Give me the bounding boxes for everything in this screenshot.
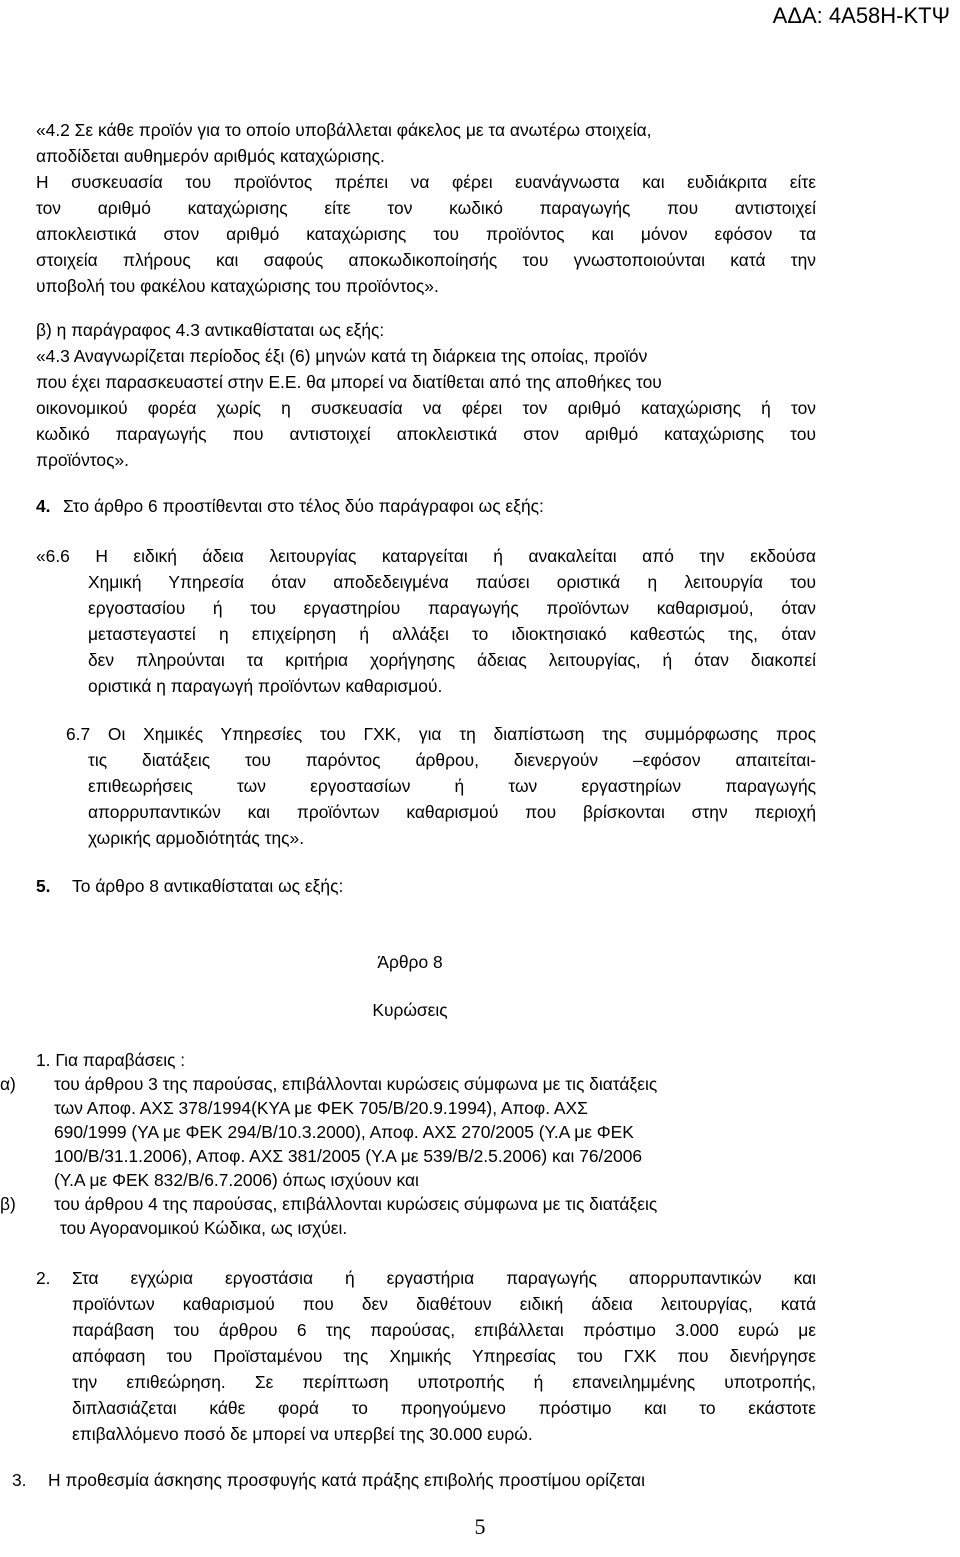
para-4-3-line-4: κωδικό παραγωγής που αντιστοιχεί αποκλειστικά στον αριθμό καταχώρισης του (36, 424, 816, 444)
para-4-3-line-5: προϊόντος». (36, 450, 129, 470)
sanctions-item-2-line-1: Στα εγχώρια εργοστάσια ή εργαστήρια παραγωγής απορρυπαντικών και (72, 1268, 816, 1288)
para-4-3-intro: β) η παράγραφος 4.3 αντικαθίσταται ως εξής: (36, 320, 385, 340)
para-4-2-line-2: αποδίδεται αυθημερόν αριθμός καταχώρισης. (36, 146, 385, 166)
para-6-6-line-3: εργοστασίου ή του εργαστηρίου παραγωγής προϊόντων καθαρισμού, όταν (88, 598, 816, 618)
sanctions-b-line-2: του Αγορανομικού Κώδικα, ως ισχύει. (60, 1218, 348, 1238)
para-6-7-line-5: χωρικής αρμοδιότητάς της». (88, 828, 305, 848)
sanctions-item-2-number: 2. (36, 1268, 51, 1288)
sanctions-item-1: 1. Για παραβάσεις : (36, 1050, 186, 1070)
para-6-6-line-6: οριστικά η παραγωγή προϊόντων καθαρισμού. (88, 676, 443, 696)
page-number: 5 (474, 1514, 486, 1539)
para-4-2-line-5: αποκλειστικά στον αριθμό καταχώρισης του προϊόντος και μόνον εφόσον τα (36, 224, 816, 244)
para-4-3-line-1: «4.3 Αναγνωρίζεται περίοδος έξι (6) μηνών κατά τη διάρκεια της οποίας, προϊόν (36, 346, 648, 366)
sanctions-item-2-line-4: απόφαση του Προϊσταμένου της Χημικής Υπηρεσίας του ΓΧΚ που διενήργησε (72, 1346, 816, 1366)
article-subtitle: Κυρώσεις (372, 1000, 448, 1020)
sanctions-item-2-line-7: επιβαλλόμενο ποσό δε μπορεί να υπερβεί της 30.000 ευρώ. (72, 1424, 533, 1444)
sanctions-item-3-text: Η προθεσμία άσκησης προσφυγής κατά πράξης επιβολής προστίμου ορίζεται (48, 1470, 645, 1490)
sanctions-a-line-5: (Υ.Α με ΦΕΚ 832/Β/6.7.2006) όπως ισχύουν και (54, 1170, 419, 1190)
sanctions-a-marker: α) (0, 1074, 16, 1094)
sanctions-a-line-3: 690/1999 (ΥΑ με ΦΕΚ 294/Β/10.3.2000), Αποφ. ΑΧΣ 270/2005 (Υ.Α με ΦΕΚ (54, 1122, 634, 1142)
sanctions-a-line-4: 100/Β/31.1.2006), Αποφ. ΑΧΣ 381/2005 (Υ.Α με 539/Β/2.5.2006) και 76/2006 (54, 1146, 643, 1166)
item-5-number: 5. (36, 876, 51, 896)
sanctions-item-2-line-5: την επιθεώρηση. Σε περίπτωση υποτροπής ή επανειλημμένης υποτροπής, (72, 1372, 816, 1392)
para-4-2-line-7: υποβολή του φακέλου καταχώρισης του προϊόντος». (36, 276, 439, 296)
para-6-6-line-5: δεν πληρούνται τα κριτήρια χορήγησης άδειας λειτουργίας, ή όταν διακοπεί (88, 650, 816, 670)
para-6-7-line-2: τις διατάξεις του παρόντος άρθρου, διενεργούν –εφόσον απαιτείται- (88, 750, 816, 770)
para-4-2-line-4: τον αριθμό καταχώρισης είτε τον κωδικό παραγωγής που αντιστοιχεί (36, 198, 816, 218)
sanctions-a-line-1: του άρθρου 3 της παρούσας, επιβάλλονται κυρώσεις σύμφωνα με τις διατάξεις (54, 1074, 658, 1094)
sanctions-b-marker: β) (0, 1194, 16, 1214)
para-4-3-line-2: που έχει παρασκευαστεί στην Ε.Ε. θα μπορεί να διατίθεται από της αποθήκες του (36, 372, 662, 392)
para-6-7-line-1: 6.7 Οι Χημικές Υπηρεσίες του ΓΧΚ, για τη διαπίστωση της συμμόρφωσης προς (66, 724, 816, 744)
para-4-3-line-3: οικονομικού φορέα χωρίς η συσκευασία να φέρει τον αριθμό καταχώρισης ή τον (36, 398, 816, 418)
para-6-6-line-4: μεταστεγαστεί η επιχείρηση ή αλλάξει το ιδιοκτησιακό καθεστώς της, όταν (88, 624, 816, 644)
sanctions-b-line-1: του άρθρου 4 της παρούσας, επιβάλλονται κυρώσεις σύμφωνα με τις διατάξεις (54, 1194, 658, 1214)
sanctions-item-2-line-6: διπλασιάζεται κάθε φορά το προηγούμενο πρόστιμο και το εκάστοτε (72, 1398, 816, 1418)
sanctions-a-line-2: των Αποφ. ΑΧΣ 378/1994(ΚΥΑ με ΦΕΚ 705/Β/20.9.1994), Αποφ. ΑΧΣ (54, 1098, 588, 1118)
ada-header: ΑΔΑ: 4Α58Η-ΚΤΨ (772, 3, 950, 28)
para-6-7-line-4: απορρυπαντικών και προϊόντων καθαρισμού που βρίσκονται στην περιοχή (88, 802, 816, 822)
sanctions-item-3-number: 3. (12, 1470, 27, 1490)
article-title: Άρθρο 8 (377, 952, 443, 972)
item-4-number: 4. (36, 496, 51, 516)
para-4-2-line-3: Η συσκευασία του προϊόντος πρέπει να φέρει ευανάγνωστα και ευδιάκριτα είτε (36, 172, 816, 192)
para-4-2-line-1: «4.2 Σε κάθε προϊόν για το οποίο υποβάλλεται φάκελος με τα ανωτέρω στοιχεία, (36, 120, 652, 140)
para-6-6-line-2: Χημική Υπηρεσία όταν αποδεδειγμένα παύσει οριστικά η λειτουργία του (88, 572, 816, 592)
item-5-text: Το άρθρο 8 αντικαθίσταται ως εξής: (72, 876, 344, 896)
para-4-2-line-6: στοιχεία πλήρους και σαφούς αποκωδικοποίησής του γνωστοποιούνται κατά την (36, 250, 816, 270)
sanctions-item-2-line-2: προϊόντων καθαρισμού που δεν διαθέτουν ειδική άδεια λειτουργίας, κατά (72, 1294, 816, 1314)
para-6-6-line-1: «6.6 Η ειδική άδεια λειτουργίας καταργείται ή ανακαλείται από την εκδούσα (36, 546, 816, 566)
item-4-text: Στο άρθρο 6 προστίθενται στο τέλος δύο παράγραφοι ως εξής: (63, 496, 544, 516)
sanctions-item-2-line-3: παράβαση του άρθρου 6 της παρούσας, επιβάλλεται πρόστιμο 3.000 ευρώ με (72, 1320, 816, 1340)
para-6-7-line-3: επιθεωρήσεις των εργοστασίων ή των εργαστηρίων παραγωγής (88, 776, 816, 796)
